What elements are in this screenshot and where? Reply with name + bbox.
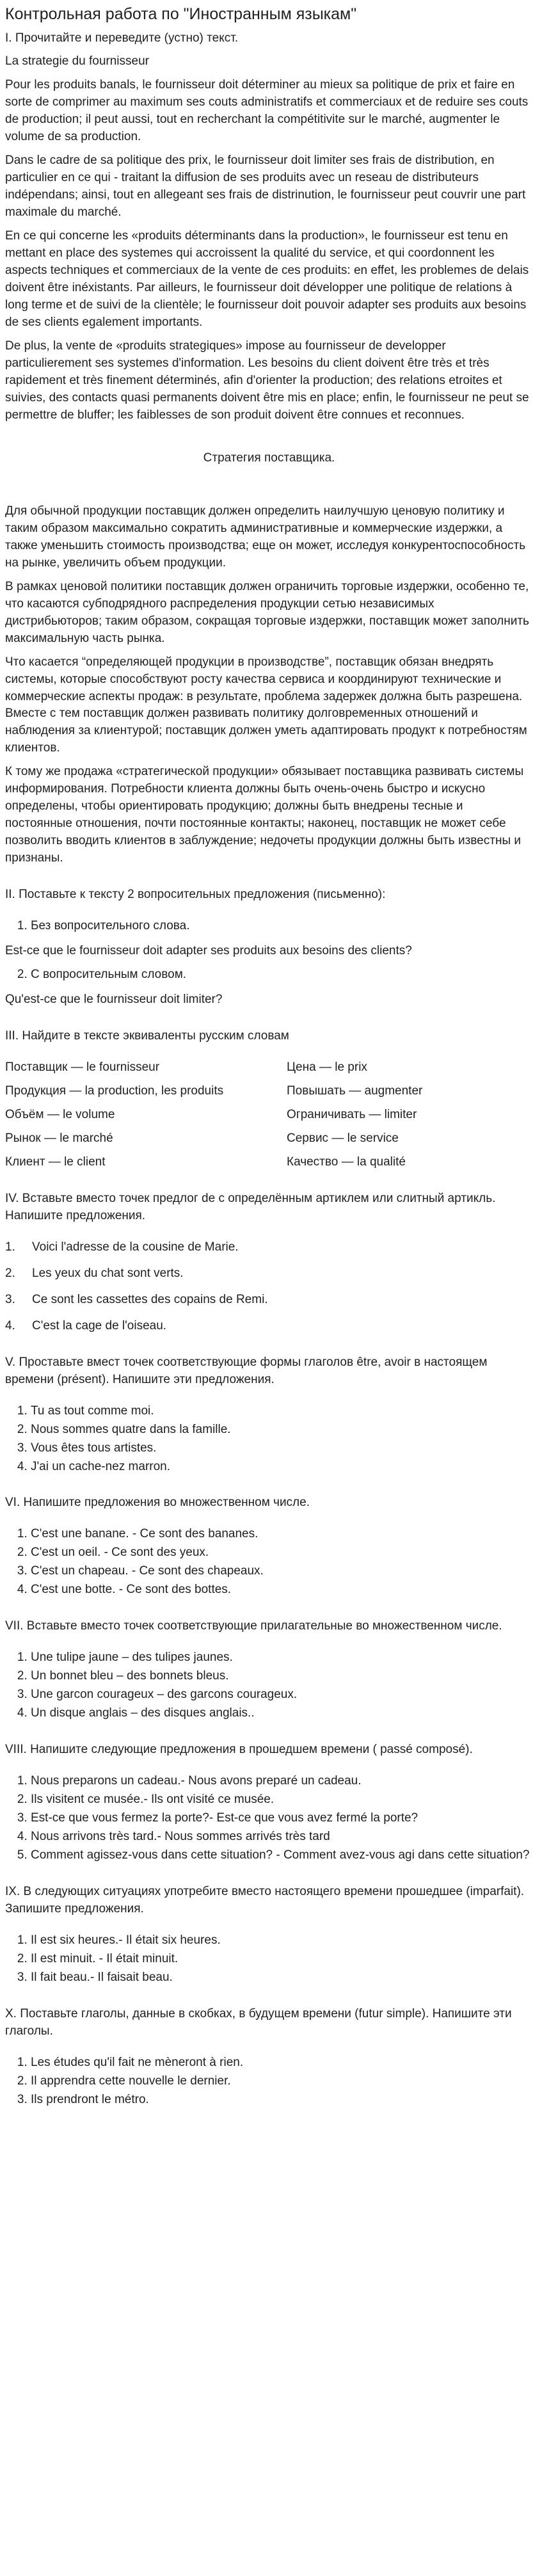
list-item: 3. Est-ce que vous fermez la porte?- Est-ce que vous avez fermé la porte? (31, 1810, 533, 1827)
list-item: 2. Un bonnet bleu – des bonnets bleus. (31, 1668, 533, 1685)
list-item: 5. Comment agissez-vous dans cette situation? - Comment avez-vous agi dans cette situation? (31, 1847, 533, 1864)
passe-compose-list (5, 1773, 533, 1864)
list-item: 1. Без вопросительного слова. (31, 918, 533, 935)
list-item: 4. Nous arrivons très tard.- Nous sommes arrivés très tard (31, 1828, 533, 1846)
item-number: 2. (5, 1266, 15, 1280)
list-item: 2. Il est minuit. - Il était minuit. (31, 1951, 533, 1968)
list-item: 2. С вопросительным словом. (31, 966, 533, 984)
part2-heading: II. Поставьте к тексту 2 вопросительных предложения (письменно): (5, 888, 386, 902)
vocab-row (5, 1059, 533, 1076)
list-item: 4. C'est une botte. - Ce sont des bottes. (31, 1581, 533, 1599)
list-item: 1. C'est une banane. - Ce sont des bananes. (31, 1526, 533, 1543)
list-item: 2. Nous sommes quatre dans la famille. (31, 1421, 533, 1439)
french-paragraph: En ce qui concerne les «produits déterminants dans la production», le fournisseur est tenu en mettant en place des systemes qui accroissent la qualité du service, et qui coordonnent les aspects techniques et commerciaux de la vente de ces produits: en effet, les problemes de delais doivent être inéxistants. Par ailleurs, le fournisseur doit développer une politique de relations à long terme et de suivi de la clientèle; le fournisseur doit pouvoir adapter ses produits aux besoins de ses clients egalement importants. (5, 229, 529, 330)
imparfait-list (5, 1932, 533, 1987)
vocab-left: Объём — le volume (5, 1107, 115, 1121)
translation-title: Стратегия поставщика. (203, 451, 335, 465)
list-item: 4. Un disque anglais – des disques anglais.. (31, 1705, 533, 1722)
list-item: 3. C'est un chapeau. - Ce sont des chapeaux. (31, 1563, 533, 1580)
vocab-left: Рынок — le marché (5, 1131, 113, 1145)
vocab-left: Клиент — le client (5, 1155, 106, 1169)
item-text: Voici l'adresse de la cousine de Marie. (32, 1240, 239, 1254)
page-title: Контрольная работа по "Иностранным языкам" (5, 5, 357, 23)
question-answer: Qu'est-ce que le fournisseur doit limiter? (5, 993, 223, 1007)
question-answer: Est-ce que le fournisseur doit adapter ses produits aux besoins des clients? (5, 944, 412, 958)
item-text: Ce sont les cassettes des copains de Remi. (32, 1292, 268, 1306)
question-type-list (5, 918, 533, 935)
futur-simple-list (5, 2054, 533, 2109)
vocab-left: Поставщик — le fournisseur (5, 1060, 160, 1074)
text-subtitle: La strategie du fournisseur (5, 54, 149, 68)
part9-heading: IX. В следующих ситуациях употребите вместо настоящего времени прошедшее (imparfait). Запишите предложения. (5, 1884, 525, 1916)
translation-paragraph: Что касается “определяющей продукции в производстве”, поставщик обязан внедрять системы, которые способствуют росту качества сервиса и координируют технические и коммерческие аспекты продаж: в результате, проблема задержек должна быть разрешена. Вместе с тем поставщик должен развивать политику долговременных отношений и наблюдения за клиентурой; поставщик должен уметь адаптировать продукт к потребностям клиентов. (5, 655, 527, 755)
question-type-list (5, 966, 533, 984)
part4-heading: IV. Вставьте вместо точек предлог de с определённым артиклем или слитный артикль. Напишите предложения. (5, 1191, 496, 1222)
item-number: 4. (5, 1318, 15, 1332)
vocab-right: Сервис — le service (287, 1131, 399, 1145)
list-item: 1. Nous preparons un cadeau.- Nous avons preparé un cadeau. (31, 1773, 533, 1790)
plural-list (5, 1526, 533, 1599)
list-item: 1. Il est six heures.- Il était six heures. (31, 1932, 533, 1949)
part8-heading: VIII. Напишите следующие предложения в прошедшем времени ( passé composé). (5, 1743, 473, 1757)
french-paragraph: Pour les produits banals, le fournisseur doit déterminer au mieux sa politique de prix et faire en sorte de comprimer au maximum ses couts administratifs et commerciaux et de reduire ses couts de production; il peut aussi, tout en recherchant la compétitivite sur le marché, augmenter le volume de sa production. (5, 78, 529, 144)
vocab-right: Цена — le prix (287, 1060, 367, 1074)
part7-heading: VII. Вставьте вместо точек соответствующие прилагательные во множественном числе. (5, 1619, 502, 1633)
vocab-left: Продукция — la production, les produits (5, 1084, 224, 1098)
list-item (5, 1265, 533, 1283)
list-item (5, 1292, 533, 1309)
list-item: 1. Une tulipe jaune – des tulipes jaunes. (31, 1649, 533, 1667)
verb-list (5, 1403, 533, 1476)
list-item: 3. Il fait beau.- Il faisait beau. (31, 1969, 533, 1987)
list-item: 3. Ils prendront le métro. (31, 2092, 533, 2109)
part6-heading: VI. Напишите предложения во множественном числе. (5, 1496, 310, 1510)
list-item (5, 1239, 533, 1256)
list-item: 4. J'ai un cache-nez marron. (31, 1459, 533, 1476)
french-paragraph: De plus, la vente de «produits strategiques» impose au fournisseur de developper particulierement ses systemes d'information. Les besoins du client doivent être très et très rapidement et très finement déterminés, afin d'orienter la production; des relations etroites et suivies, des contacts quasi permanents doivent être mis en place; enfin, le fournisseur ne peut se permettre de bluffer; les faiblesses de son produit doivent être connues et reconnues. (5, 339, 529, 422)
item-number: 3. (5, 1292, 15, 1306)
vocab-row (5, 1107, 533, 1124)
list-item: 1. Les études qu'il fait ne mèneront à rien. (31, 2054, 533, 2072)
list-item: 2. Il apprendra cette nouvelle le dernier. (31, 2073, 533, 2090)
item-number: 1. (5, 1240, 15, 1254)
vocab-row (5, 1130, 533, 1148)
french-paragraph: Dans le cadre de sa politique des prix, le fournisseur doit limiter ses frais de distribution, en particulier en ce qui - traitant la diffusion de ses produits avec un reseau de distributeurs indépendans; ainsi, tout en allegeant ses frais de distrinution, le fournisseur peut couvrir une part maximale du marché. (5, 154, 526, 220)
list-item (5, 1318, 533, 1335)
adjective-list (5, 1649, 533, 1722)
part1-heading: I. Прочитайте и переведите (устно) текст. (5, 31, 239, 45)
item-text: C'est la cage de l'oiseau. (32, 1318, 167, 1332)
vocab-right: Повышать — augmenter (287, 1084, 423, 1098)
list-item: 3. Vous êtes tous artistes. (31, 1440, 533, 1457)
vocab-right: Ограничивать — limiter (287, 1107, 417, 1121)
list-item: 1. Tu as tout comme moi. (31, 1403, 533, 1420)
vocab-row (5, 1083, 533, 1100)
item-text: Les yeux du chat sont verts. (32, 1266, 184, 1280)
translation-paragraph: В рамках ценовой политики поставщик должен ограничить торговые издержки, особенно те, что касаются субподрядного распределения продукции сетью независимых дистрибьюторов; таким образом, сокращая торговые издержки, поставщик может заполнить максимальную часть рынка. (5, 579, 529, 645)
translation-paragraph: Для обычной продукции поставщик должен определить наилучшую ценовую политику и таким образом максимально сократить административные и коммерческие издержки, а также уменьшить стоимость производства; еще он может, исследуя конкурентоспособность на рынке, увеличить объем продукции. (5, 504, 526, 570)
part5-heading: V. Проставьте вмест точек соответствующие формы глаголов être, avoir в настоящем времени (présent). Напишите эти предложения. (5, 1355, 488, 1386)
article-exercise (5, 1239, 533, 1335)
vocab-right: Качество — la qualité (287, 1155, 406, 1169)
vocabulary-table (5, 1059, 533, 1171)
translation-paragraph: К тому же продажа «стратегической продукции» обязывает поставщика развивать системы информирования. Потребности клиента должны быть очень-очень быстро и искусно определены, чтобы ориентировать продукцию; должны быть внедрены тесные и постоянные отношения, почти постоянные контакты; наконец, поставщик не может себе позволить вводить клиентов в заблуждение; недочеты продукции должны быть известны и признаны. (5, 765, 524, 865)
list-item: 3. Une garcon courageux – des garcons courageux. (31, 1686, 533, 1704)
part10-heading: X. Поставьте глаголы, данные в скобках, в будущем времени (futur simple). Напишите эти глаголы. (5, 2006, 512, 2038)
list-item: 2. C'est un oeil. - Ce sont des yeux. (31, 1544, 533, 1562)
part3-heading: III. Найдите в тексте эквиваленты русским словам (5, 1029, 289, 1043)
list-item: 2. Ils visitent ce musée.- Ils ont visité ce musée. (31, 1791, 533, 1809)
vocab-row (5, 1154, 533, 1171)
